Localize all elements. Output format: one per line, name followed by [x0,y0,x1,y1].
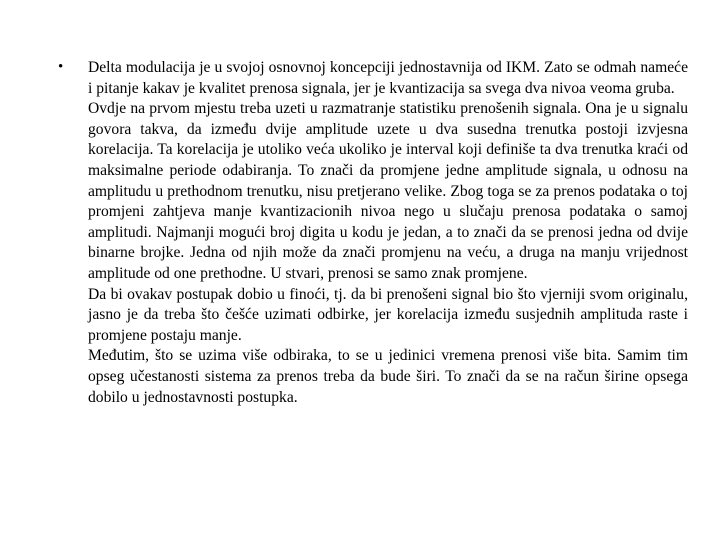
bullet-marker: • [58,59,64,75]
paragraph-intro: Delta modulacija je u svojoj osnovnoj koncepciji jednostavnija od IKM. Zato se odmah nameće i pitanje kakav je kvalitet prenosa signala, jer je kvantizacija sa svega dva nivoa veoma gruba. [88,59,688,97]
bullet-text-block [88,58,688,408]
paragraph-statistics: Ovdje na prvom mjestu treba uzeti u razmatranje statistiku prenošenih signala. Ona je u signalu govora takva, da između dvije amplitude uzete u dva susedna trenutka postoji izvjesna korelacija. Ta korelacija je utoliko veća ukoliko je interval koji definiše ta dva trenutka kraći od maksimalne periode odabiranja. To znači da promjene jedne amplitude signala, u odnosu na amplitudu u prethodnom trenutku, nisu pretjerano velike. Zbog toga se za prenos podataka o toj promjeni zahtjeva manje kvantizacionih nivoa nego u slučaju prenosa podataka o samoj amplitudi. Najmanji mogući broj digita u kodu je jedan, a to znači da se prenosi jedna od dvije binarne brojke. Jedna od njih može da znači promjenu na veću, a druga na manju vrijednost amplitude od one prethodne. U stvari, prenosi se samo znak promjene. [88,100,688,282]
paragraph-bandwidth: Međutim, što se uzima više odbiraka, to se u jedinici vremena prenosi više bita. Samim tim opseg učestanosti sistema za prenos treba da bude širi. To znači da se na račun širine opsega dobilo u jednostavnosti postupka. [88,347,688,406]
paragraph-finesse: Da bi ovakav postupak dobio u finoći, tj. da bi prenošeni signal bio što vjerniji svom originalu, jasno je da treba što češće uzimati odbirke, jer korelacija između susjednih amplituda raste i promjene postaju manje. [88,285,688,344]
